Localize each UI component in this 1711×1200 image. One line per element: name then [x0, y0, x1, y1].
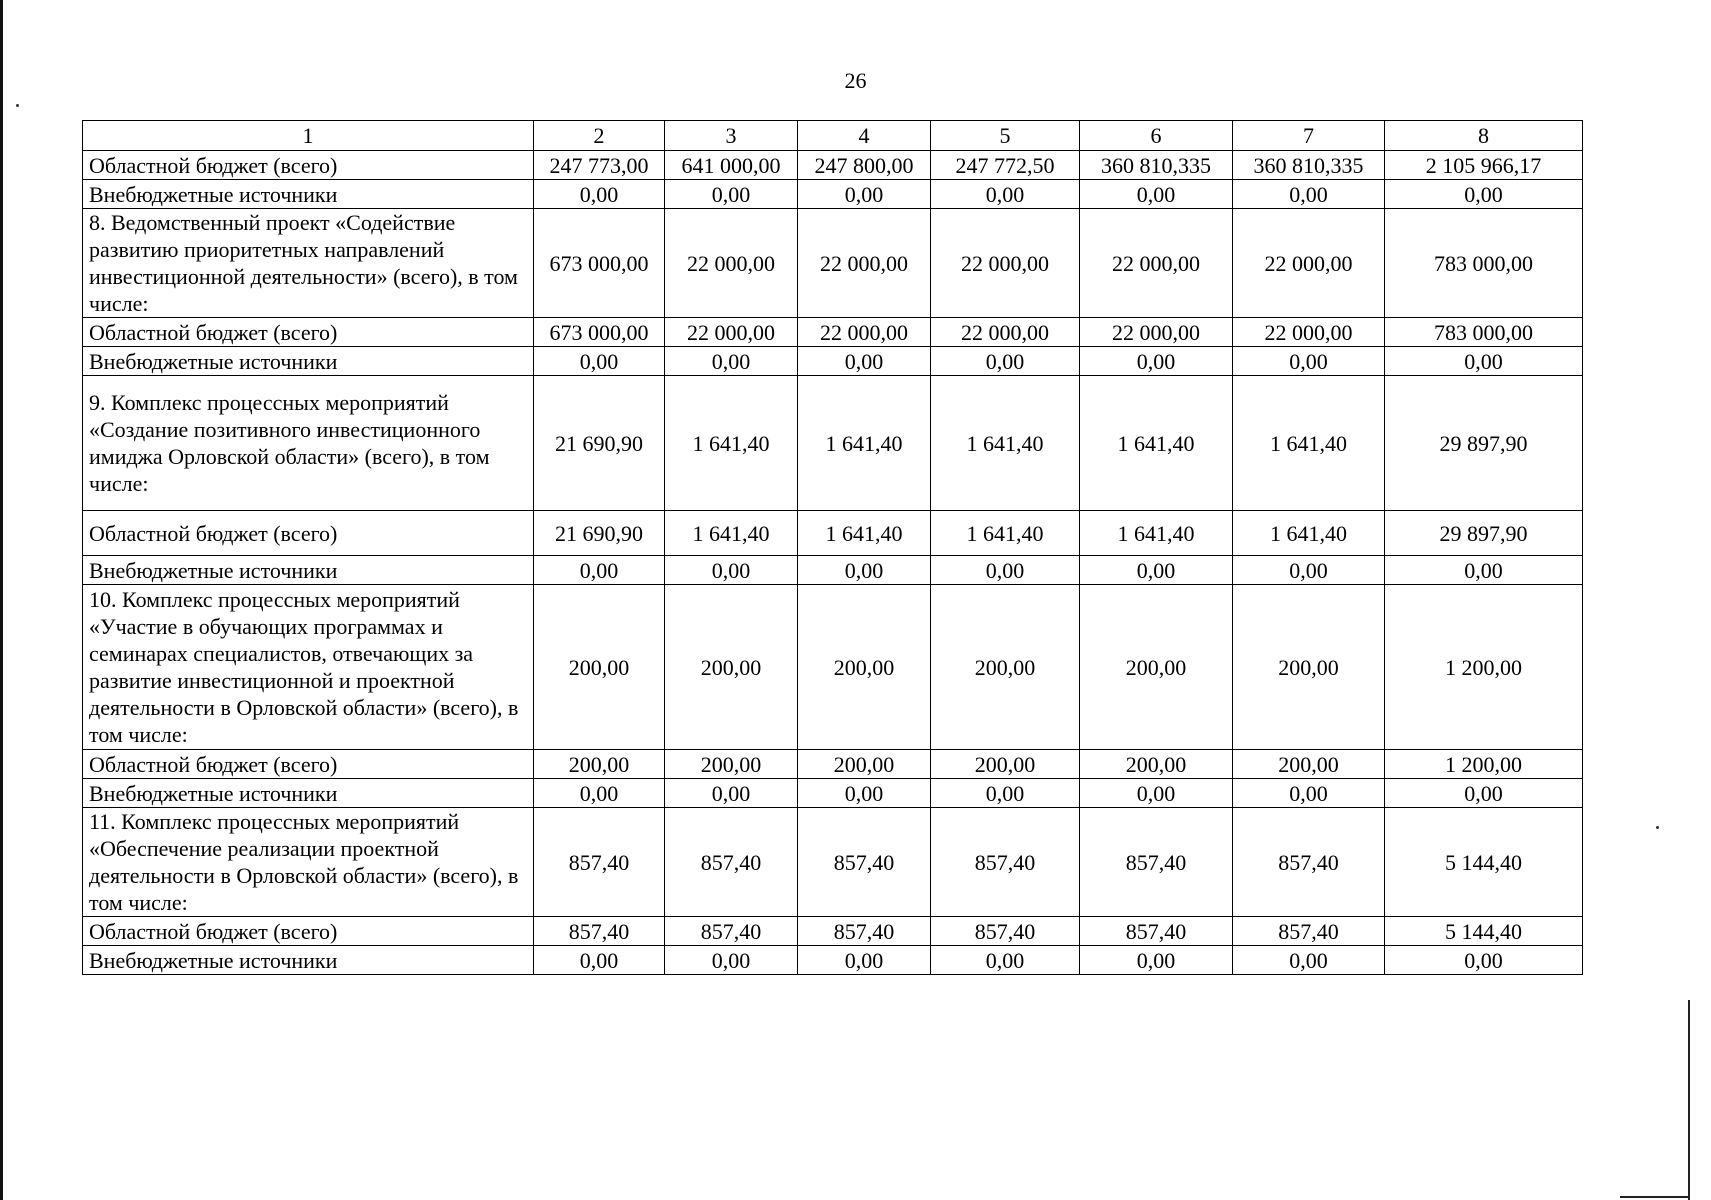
row-name: Областной бюджет (всего)	[83, 917, 534, 946]
row-name: Внебюджетные источники	[83, 556, 534, 585]
table-cell: 200,00	[1080, 750, 1233, 779]
table-header-row	[83, 121, 1583, 151]
table-cell: 0,00	[1233, 779, 1385, 808]
scan-edge-bottom	[1620, 1196, 1690, 1198]
table-cell: 0,00	[1080, 556, 1233, 585]
row-name: Областной бюджет (всего)	[83, 750, 534, 779]
table-cell: 1 641,40	[665, 511, 798, 556]
row-name: Внебюджетные источники	[83, 180, 534, 209]
table-cell: 641 000,00	[665, 151, 798, 180]
table-cell: 857,40	[931, 917, 1080, 946]
table-cell: 1 641,40	[665, 376, 798, 511]
table-cell: 0,00	[665, 946, 798, 975]
table-cell: 29 897,90	[1385, 376, 1583, 511]
table-cell: 783 000,00	[1385, 318, 1583, 347]
table-cell: 1 641,40	[931, 376, 1080, 511]
table-cell: 200,00	[665, 750, 798, 779]
table-cell: 0,00	[1385, 779, 1583, 808]
table-cell: 0,00	[534, 347, 665, 376]
table-cell: 0,00	[534, 946, 665, 975]
scan-edge-left	[0, 0, 3, 1200]
table-cell: 857,40	[1233, 917, 1385, 946]
column-header: 1	[83, 121, 534, 151]
row-name: 10. Комплекс процессных мероприятий «Участие в обучающих программах и семинарах специалистов, отвечающих за развитие инвестиционной и проектной деятельности в Орловской области» (всего), в том числе:	[83, 585, 534, 750]
table-row	[83, 180, 1583, 209]
table-cell: 200,00	[798, 750, 931, 779]
column-header: 3	[665, 121, 798, 151]
table-cell: 1 200,00	[1385, 750, 1583, 779]
row-name: 11. Комплекс процессных мероприятий «Обеспечение реализации проектной деятельности в Орловской области» (всего), в том числе:	[83, 808, 534, 917]
table-cell: 360 810,335	[1233, 151, 1385, 180]
table-cell: 0,00	[1233, 556, 1385, 585]
table-cell: 0,00	[665, 347, 798, 376]
table-cell: 673 000,00	[534, 318, 665, 347]
table-cell: 247 772,50	[931, 151, 1080, 180]
table-cell: 0,00	[931, 347, 1080, 376]
table-cell: 0,00	[1233, 347, 1385, 376]
table-cell: 0,00	[1080, 946, 1233, 975]
table-cell: 1 641,40	[931, 511, 1080, 556]
table-cell: 200,00	[931, 750, 1080, 779]
table-cell: 857,40	[534, 808, 665, 917]
table-cell: 22 000,00	[798, 318, 931, 347]
table-cell: 22 000,00	[665, 209, 798, 318]
row-name: 9. Комплекс процессных мероприятий «Создание позитивного инвестиционного имиджа Орловской области» (всего), в том числе:	[83, 376, 534, 511]
table-cell: 5 144,40	[1385, 808, 1583, 917]
page-number: 26	[844, 68, 867, 93]
table-cell: 0,00	[534, 556, 665, 585]
row-name: Областной бюджет (всего)	[83, 511, 534, 556]
table-cell: 200,00	[931, 585, 1080, 750]
table-cell: 2 105 966,17	[1385, 151, 1583, 180]
row-name: 8. Ведомственный проект «Содействие развитию приоритетных направлений инвестиционной деятельности» (всего), в том числе:	[83, 209, 534, 318]
table-cell: 22 000,00	[1233, 318, 1385, 347]
table-cell: 857,40	[798, 808, 931, 917]
row-name: Внебюджетные источники	[83, 946, 534, 975]
table-cell: 21 690,90	[534, 376, 665, 511]
table-cell: 5 144,40	[1385, 917, 1583, 946]
row-name: Внебюджетные источники	[83, 347, 534, 376]
column-header: 8	[1385, 121, 1583, 151]
table-cell: 0,00	[931, 946, 1080, 975]
scan-speck	[1656, 826, 1659, 829]
table-cell: 247 773,00	[534, 151, 665, 180]
table-cell: 22 000,00	[1080, 209, 1233, 318]
table-cell: 0,00	[1080, 347, 1233, 376]
table-cell: 200,00	[534, 585, 665, 750]
row-name: Областной бюджет (всего)	[83, 318, 534, 347]
table-cell: 1 641,40	[1233, 376, 1385, 511]
table-cell: 673 000,00	[534, 209, 665, 318]
table-cell: 857,40	[1080, 917, 1233, 946]
row-name: Областной бюджет (всего)	[83, 151, 534, 180]
table-cell: 360 810,335	[1080, 151, 1233, 180]
table-cell: 857,40	[534, 917, 665, 946]
table-cell: 0,00	[1385, 347, 1583, 376]
table-row	[83, 779, 1583, 808]
table-cell: 22 000,00	[798, 209, 931, 318]
table-cell: 0,00	[1233, 946, 1385, 975]
table-cell: 0,00	[665, 180, 798, 209]
table-cell: 0,00	[798, 347, 931, 376]
scan-edge-right	[1688, 1000, 1690, 1200]
table-cell: 247 800,00	[798, 151, 931, 180]
table-cell: 1 641,40	[798, 376, 931, 511]
table-row	[83, 556, 1583, 585]
column-header: 2	[534, 121, 665, 151]
table-cell: 200,00	[1233, 750, 1385, 779]
table-cell: 0,00	[798, 180, 931, 209]
table-row	[83, 511, 1583, 556]
table-cell: 783 000,00	[1385, 209, 1583, 318]
table-cell: 0,00	[534, 180, 665, 209]
table-row	[83, 209, 1583, 318]
table-cell: 0,00	[1080, 180, 1233, 209]
table-cell: 1 641,40	[1080, 376, 1233, 511]
table-cell: 0,00	[1385, 556, 1583, 585]
table-cell: 200,00	[534, 750, 665, 779]
column-header: 7	[1233, 121, 1385, 151]
column-header: 6	[1080, 121, 1233, 151]
table-cell: 0,00	[931, 180, 1080, 209]
table-cell: 0,00	[665, 556, 798, 585]
table-cell: 0,00	[1385, 180, 1583, 209]
table-cell: 857,40	[1080, 808, 1233, 917]
table-cell: 22 000,00	[931, 318, 1080, 347]
table-cell: 1 641,40	[798, 511, 931, 556]
scan-speck	[16, 104, 19, 107]
table-cell: 0,00	[1080, 779, 1233, 808]
table-cell: 857,40	[1233, 808, 1385, 917]
table-cell: 22 000,00	[665, 318, 798, 347]
row-name: Внебюджетные источники	[83, 779, 534, 808]
table-cell: 0,00	[798, 779, 931, 808]
table-cell: 0,00	[665, 779, 798, 808]
table-row	[83, 151, 1583, 180]
table-cell: 21 690,90	[534, 511, 665, 556]
table-cell: 0,00	[1385, 946, 1583, 975]
table-cell: 857,40	[931, 808, 1080, 917]
table-cell: 22 000,00	[1080, 318, 1233, 347]
table-cell: 0,00	[931, 556, 1080, 585]
table-row	[83, 750, 1583, 779]
table-cell: 857,40	[798, 917, 931, 946]
table-cell: 22 000,00	[1233, 209, 1385, 318]
table-row	[83, 318, 1583, 347]
table-cell: 29 897,90	[1385, 511, 1583, 556]
table-cell: 200,00	[1080, 585, 1233, 750]
table-cell: 22 000,00	[931, 209, 1080, 318]
table-cell: 1 641,40	[1233, 511, 1385, 556]
column-header: 5	[931, 121, 1080, 151]
table-cell: 857,40	[665, 808, 798, 917]
table-cell: 200,00	[798, 585, 931, 750]
table-row	[83, 376, 1583, 511]
table-cell: 0,00	[798, 946, 931, 975]
table-row	[83, 946, 1583, 975]
table-cell: 0,00	[931, 779, 1080, 808]
table-cell: 200,00	[665, 585, 798, 750]
table-row	[83, 585, 1583, 750]
column-header: 4	[798, 121, 931, 151]
table-cell: 857,40	[665, 917, 798, 946]
table-row	[83, 808, 1583, 917]
table-cell: 1 641,40	[1080, 511, 1233, 556]
table-row	[83, 917, 1583, 946]
budget-table	[82, 120, 1583, 975]
table-cell: 0,00	[798, 556, 931, 585]
table-cell: 0,00	[534, 779, 665, 808]
table-cell: 0,00	[1233, 180, 1385, 209]
table-row	[83, 347, 1583, 376]
table-cell: 200,00	[1233, 585, 1385, 750]
table-cell: 1 200,00	[1385, 585, 1583, 750]
